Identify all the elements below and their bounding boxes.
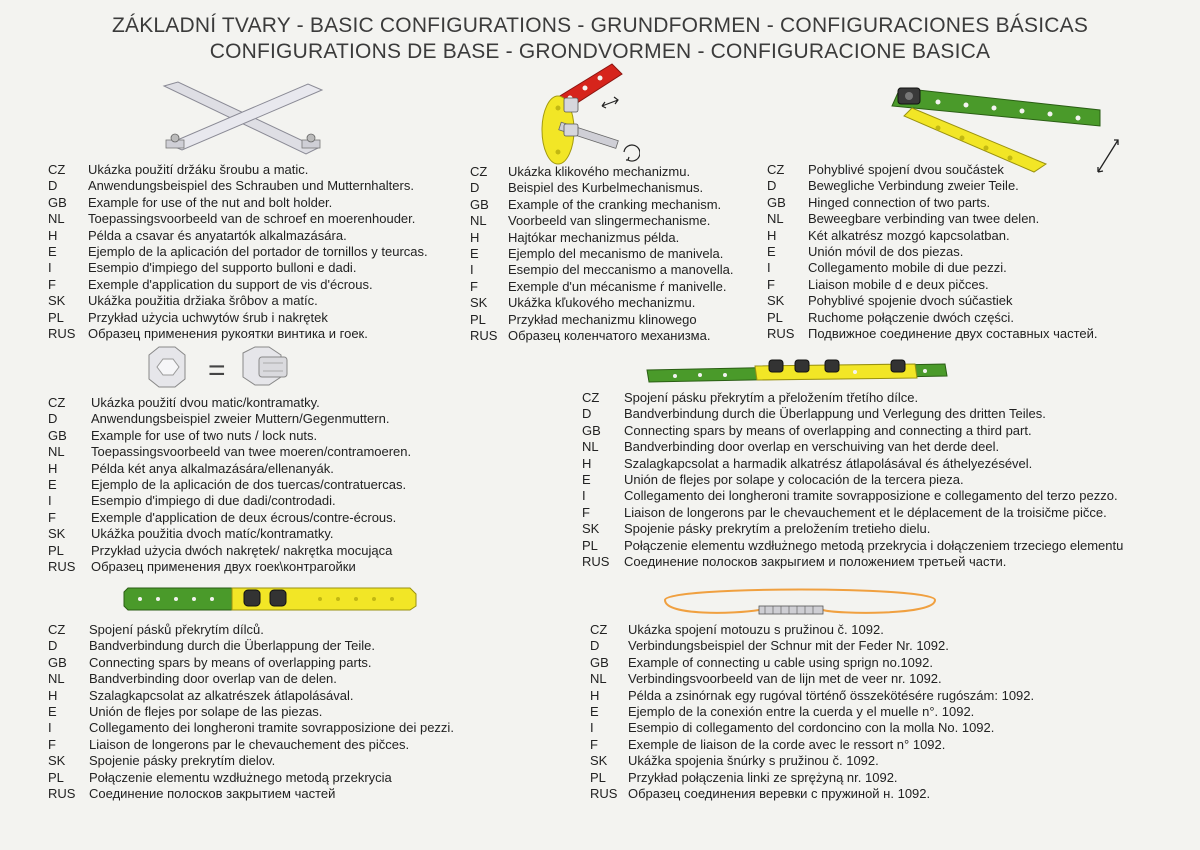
language-code: SK [48, 753, 66, 769]
description-text: Образец коленчатого механизма. [508, 328, 711, 344]
description-text: Образец соединения веревки с пружиной н. 1092. [628, 786, 931, 802]
description-text: Exemple d'application de deux écrous/contre-écrous. [91, 509, 397, 525]
language-code: D [590, 638, 600, 654]
description-text: Ejemplo de la conexión entre la cuerda y el muelle n°. 1092. [628, 704, 975, 720]
language-row [582, 456, 1123, 472]
language-code: CZ [48, 622, 66, 637]
language-row [590, 638, 1034, 654]
hinged-list [767, 162, 1098, 342]
language-row [582, 472, 1123, 488]
language-code: CZ [48, 395, 66, 410]
description-text: Verbindungsbeispiel der Schnur mit der Feder Nr. 1092. [628, 638, 949, 654]
language-row [767, 195, 1098, 211]
description-text: Bandverbinding door overlap van de delen. [89, 671, 337, 687]
language-row [48, 638, 454, 654]
language-code: SK [582, 521, 600, 537]
language-code: F [767, 276, 775, 292]
language-code: PL [48, 769, 64, 785]
description-text: Ukážka použitia dvoch matíc/kontramatky. [91, 526, 334, 542]
language-row [470, 312, 733, 328]
page-title-line-1: ZÁKLADNÍ TVARY - BASIC CONFIGURATIONS - GRUNDFORMEN - CONFIGURACIONES BÁSICAS [111, 14, 1089, 37]
language-row [767, 228, 1098, 244]
description-text: Połączenie elementu wzdłużnego metodą przekrycia [89, 769, 392, 785]
language-row [470, 197, 733, 213]
language-code: NL [470, 213, 487, 229]
language-row [582, 521, 1123, 537]
language-code: CZ [48, 162, 66, 177]
cable-spring-list [590, 622, 1034, 802]
language-row [470, 164, 733, 180]
description-text: Ukážka kľukového mechanizmu. [508, 295, 696, 311]
language-row [590, 753, 1034, 769]
language-code: E [582, 472, 591, 488]
description-text: Unión móvil de dos piezas. [808, 244, 964, 260]
language-code: H [582, 455, 592, 471]
language-code: PL [582, 537, 598, 553]
language-code: H [470, 229, 480, 245]
language-row [48, 428, 411, 444]
overlap-list [48, 622, 454, 802]
language-row [590, 688, 1034, 704]
language-code: F [590, 736, 598, 752]
language-code: F [48, 509, 56, 525]
language-row [582, 423, 1123, 439]
description-text: Collegamento dei longheroni tramite sovrapposizione dei pezzi. [89, 720, 454, 736]
description-text: Két alkatrész mozgó kapcsolatban. [808, 227, 1010, 243]
language-row [48, 211, 428, 227]
language-code: SK [767, 293, 785, 309]
description-text: Соединение полосков закрыгием и положением третьей части. [624, 554, 1007, 570]
language-row [48, 277, 428, 293]
language-code: I [470, 262, 474, 278]
language-row [767, 277, 1098, 293]
description-text: Ukázka použití držáku šroubu a matic. [88, 162, 309, 177]
language-code: RUS [590, 786, 618, 802]
language-code: D [48, 411, 58, 427]
language-row [582, 538, 1123, 554]
description-text: Ruchome połączenie dwóch części. [808, 309, 1014, 325]
overlap-third-part-illustration [645, 356, 950, 392]
language-code: D [48, 638, 58, 654]
description-text: Esempio d'impiego del supporto bulloni e dadi. [88, 260, 357, 276]
language-code: I [590, 720, 594, 736]
description-text: Exemple de liaison de la corde avec le ressort n° 1092. [628, 736, 946, 752]
description-text: Liaison de longerons par le chevauchement des pičces. [89, 736, 410, 752]
description-text: Ejemplo de la aplicación de dos tuercas/contratuercas. [91, 477, 407, 493]
language-row [470, 230, 733, 246]
language-code: I [582, 488, 586, 504]
language-code: E [48, 477, 57, 493]
description-text: Collegamento mobile di due pezzi. [808, 260, 1007, 276]
language-code: D [470, 180, 480, 196]
language-code: SK [48, 526, 66, 542]
language-code: D [582, 406, 592, 422]
language-row [767, 244, 1098, 260]
description-text: Liaison de longerons par le chevauchement et le déplacement de la troisičme pičce. [624, 504, 1107, 520]
language-row [48, 326, 428, 342]
language-code: H [767, 227, 777, 243]
description-text: Voorbeeld van slingermechanisme. [508, 213, 711, 229]
description-text: Esempio del meccanismo a manovella. [508, 262, 734, 278]
language-row [48, 688, 454, 704]
description-text: Ukážka spojenia šnúrky s pružinou č. 1092. [628, 753, 879, 769]
description-text: Ejemplo de la aplicación del portador de tornillos y teurcas. [88, 244, 428, 260]
language-row [48, 162, 428, 178]
language-row [48, 704, 454, 720]
language-code: RUS [48, 326, 76, 342]
language-row [590, 671, 1034, 687]
language-code: F [582, 504, 590, 520]
language-row [767, 211, 1098, 227]
language-row [48, 671, 454, 687]
language-row [48, 477, 411, 493]
language-code: RUS [470, 328, 498, 344]
description-text: Ukázka použití dvou matic/kontramatky. [91, 395, 320, 410]
language-row [48, 655, 454, 671]
language-code: H [48, 227, 58, 243]
cranking-list [470, 164, 733, 344]
language-code: RUS [48, 786, 76, 802]
description-text: Bandverbindung durch die Überlappung der Teile. [89, 638, 375, 654]
language-row [582, 505, 1123, 521]
language-row [590, 655, 1034, 671]
description-text: Hinged connection of two parts. [808, 194, 991, 210]
language-row [48, 293, 428, 309]
language-code: GB [767, 194, 786, 210]
description-text: Bewegliche Verbindung zweier Teile. [808, 178, 1019, 194]
language-code: E [590, 704, 599, 720]
language-code: SK [48, 293, 66, 309]
language-code: GB [582, 422, 601, 438]
language-row [470, 246, 733, 262]
description-text: Spojení pásků překrytím dílců. [89, 622, 264, 637]
language-row [470, 262, 733, 278]
page-title-line-2: CONFIGURATIONS DE BASE - GRONDVORMEN - CONFIGURACIONE BASICA [209, 40, 991, 63]
language-row [767, 260, 1098, 276]
language-row [470, 295, 733, 311]
language-row [48, 244, 428, 260]
description-text: Exemple d'application du support de vis d'écrous. [88, 276, 373, 292]
language-code: CZ [590, 622, 608, 637]
language-row [48, 543, 411, 559]
description-text: Połączenie elementu wzdłużnego metodą przekrycia i dołączeniem trzeciego elementu [624, 537, 1124, 553]
description-text: Spojení pásku překrytím a přeložením třetího dílce. [624, 390, 919, 405]
language-row [48, 526, 411, 542]
description-text: Unión de flejes por solape de las piezas. [89, 704, 323, 720]
language-code: GB [48, 194, 67, 210]
language-row [590, 737, 1034, 753]
language-row [582, 406, 1123, 422]
description-text: Example of connecting u cable using sprign no.1092. [628, 654, 933, 670]
language-code: E [470, 246, 479, 262]
nut-bolt-holder-list [48, 162, 428, 342]
description-text: Przykład użycia dwóch nakrętek/ nakrętka mocująca [91, 542, 393, 558]
description-text: Przykład połączenia linki ze sprężyną nr. 1092. [628, 769, 898, 785]
language-code: PL [48, 309, 64, 325]
language-code: F [48, 276, 56, 292]
language-code: E [767, 244, 776, 260]
description-text: Ukážka použitia držiaka šrôbov a matíc. [88, 293, 318, 309]
language-row [48, 461, 411, 477]
description-text: Example for use of the nut and bolt holder. [88, 194, 333, 210]
language-code: PL [767, 309, 783, 325]
language-code: GB [470, 196, 489, 212]
description-text: Pohyblivé spojenie dvoch súčastiek [808, 293, 1013, 309]
description-text: Beweegbare verbinding van twee delen. [808, 211, 1040, 227]
description-text: Bandverbindung durch die Überlappung und Verlegung des dritten Teiles. [624, 406, 1046, 422]
two-nuts-list [48, 395, 411, 575]
language-row [48, 411, 411, 427]
language-code: D [48, 178, 58, 194]
overlap-spars-illustration [120, 584, 420, 616]
description-text: Connecting spars by means of overlapping and connecting a third part. [624, 422, 1032, 438]
description-text: Connecting spars by means of overlapping parts. [89, 654, 372, 670]
description-text: Szalagkapcsolat az alkatrészek átlapolásával. [89, 687, 354, 703]
language-row [48, 195, 428, 211]
language-code: NL [48, 211, 65, 227]
language-code: SK [590, 753, 608, 769]
description-text: Spojenie pásky prekrytím a preložením tretieho dielu. [624, 521, 931, 537]
language-code: I [48, 493, 52, 509]
language-row [48, 786, 454, 802]
description-text: Example for use of two nuts / lock nuts. [91, 427, 318, 443]
language-row [590, 786, 1034, 802]
description-text: Liaison mobile d e deux pičces. [808, 276, 989, 292]
description-text: Esempio di collegamento del cordoncino con la molla No. 1092. [628, 720, 995, 736]
language-row [48, 770, 454, 786]
description-text: Ejemplo del mecanismo de manivela. [508, 246, 724, 262]
language-code: RUS [767, 326, 795, 342]
description-text: Pohyblivé spojení dvou součástek [808, 162, 1004, 177]
language-row [767, 162, 1098, 178]
language-code: GB [48, 654, 67, 670]
language-row [48, 622, 454, 638]
language-row [590, 622, 1034, 638]
language-code: NL [48, 444, 65, 460]
language-row [590, 770, 1034, 786]
description-text: Ukázka klikového mechanizmu. [508, 164, 691, 179]
language-row [48, 510, 411, 526]
language-code: PL [470, 311, 486, 327]
language-code: SK [470, 295, 488, 311]
description-text: Przykład mechanizmu klinowego [508, 311, 697, 327]
language-row [582, 390, 1123, 406]
language-row [590, 720, 1034, 736]
language-row [582, 554, 1123, 570]
overlap-third-list [582, 390, 1123, 570]
cross-strips-illustration [158, 78, 328, 158]
language-row [470, 279, 733, 295]
description-text: Anwendungsbeispiel des Schrauben und Mutternhalters. [88, 178, 414, 194]
language-row [767, 310, 1098, 326]
description-text: Образец применения рукоятки винтика и гоек. [88, 326, 368, 342]
language-code: RUS [582, 554, 610, 570]
description-text: Hajtókar mechanizmus példa. [508, 229, 680, 245]
description-text: Toepassingsvoorbeeld van twee moeren/contramoeren. [91, 444, 412, 460]
language-row [767, 326, 1098, 342]
language-row [48, 395, 411, 411]
language-code: CZ [470, 164, 488, 179]
description-text: Szalagkapcsolat a harmadik alkatrész átlapolásával és áthelyezésével. [624, 455, 1033, 471]
language-code: F [470, 278, 478, 294]
language-code: PL [48, 542, 64, 558]
description-text: Beispiel des Kurbelmechanismus. [508, 180, 704, 196]
description-text: Соединение полосков закрытием частей [89, 786, 336, 802]
language-row [767, 293, 1098, 309]
description-text: Collegamento dei longheroni tramite sovrapposizione e collegamento del terzo pezzo. [624, 488, 1118, 504]
description-text: Подвижное соединение двух составных частей. [808, 326, 1098, 342]
language-code: CZ [767, 162, 785, 177]
language-row [48, 260, 428, 276]
language-row [48, 178, 428, 194]
language-row [582, 488, 1123, 504]
description-text: Unión de flejes por solape y colocación de la tercera pieza. [624, 472, 964, 488]
language-code: D [767, 178, 777, 194]
language-code: NL [582, 439, 599, 455]
language-code: NL [590, 671, 607, 687]
language-row [48, 310, 428, 326]
cable-spring-illustration [655, 580, 945, 626]
language-row [590, 704, 1034, 720]
description-text: Przykład użycia uchwytów śrub i nakrętek [88, 309, 328, 325]
language-code: I [767, 260, 771, 276]
language-row [48, 228, 428, 244]
language-code: RUS [48, 559, 76, 575]
description-text: Verbindingsvoorbeeld van de lijn met de veer nr. 1092. [628, 671, 942, 687]
description-text: Bandverbinding door overlap en verschuiving van het derde deel. [624, 439, 1000, 455]
language-code: I [48, 260, 52, 276]
description-text: Példa a csavar és anyatartók alkalmazására. [88, 227, 347, 243]
language-row [48, 720, 454, 736]
language-code: GB [590, 654, 609, 670]
description-text: Ukázka spojení motouzu s pružinou č. 1092. [628, 622, 884, 637]
language-row [582, 439, 1123, 455]
description-text: Spojenie pásky prekrytím dielov. [89, 753, 276, 769]
language-code: NL [48, 671, 65, 687]
language-code: E [48, 704, 57, 720]
language-code: CZ [582, 390, 600, 405]
language-row [48, 753, 454, 769]
language-code: GB [48, 427, 67, 443]
description-text: Образец применения двух гоек\контрагойки [91, 559, 356, 575]
language-code: NL [767, 211, 784, 227]
language-code: H [48, 687, 58, 703]
description-text: Toepassingsvoorbeeld van de schroef en moerenhouder. [88, 211, 416, 227]
language-code: H [48, 460, 58, 476]
language-code: E [48, 244, 57, 260]
description-text: Esempio d'impiego di due dadi/controdadi. [91, 493, 336, 509]
language-row [48, 444, 411, 460]
crank-mechanism-illustration [530, 60, 640, 168]
language-row [48, 737, 454, 753]
description-text: Példa a zsinórnak egy rugóval történő összekötésére rugószám: 1092. [628, 687, 1035, 703]
language-row [470, 213, 733, 229]
description-text: Example of the cranking mechanism. [508, 196, 722, 212]
language-row [48, 559, 411, 575]
description-text: Példa két anya alkalmazására/ellenanyák. [91, 460, 334, 476]
equals-sign: = [208, 354, 226, 387]
language-code: H [590, 687, 600, 703]
language-code: F [48, 736, 56, 752]
language-row [48, 493, 411, 509]
description-text: Anwendungsbeispiel zweier Muttern/Gegenmuttern. [91, 411, 390, 427]
language-row [767, 178, 1098, 194]
description-text: Exemple d'un mécanisme ŕ manivelle. [508, 278, 727, 294]
language-code: PL [590, 769, 606, 785]
language-code: I [48, 720, 52, 736]
language-row [470, 328, 733, 344]
language-row [470, 180, 733, 196]
